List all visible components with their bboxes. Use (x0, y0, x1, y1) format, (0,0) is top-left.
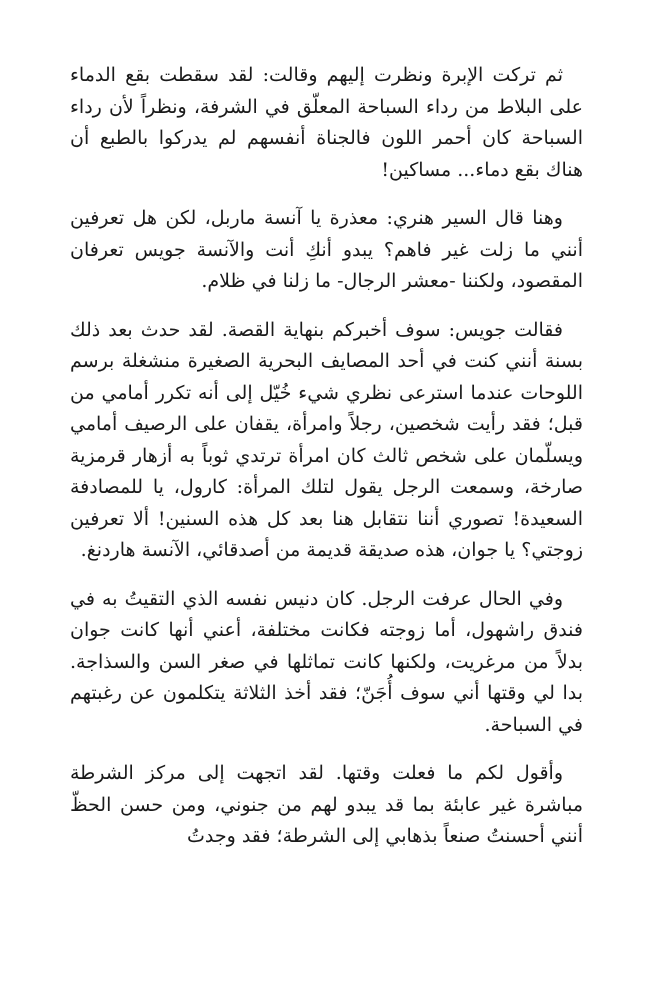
paragraph-4: وفي الحال عرفت الرجل. كان دنيس نفسه الذي التقيتُ به في فندق راشهول، أما زوجته فكانت مختلفة، أعني أنها كانت جوان بدلاً من مرغريت، ولكنها كانت تماثلها في صغر السن والسذاجة. بدا لي وقتها أني سوف أُجَنّ؛ فقد أخذ الثلاثة يتكلمون عن رغبتهم في السباحة. (70, 587, 583, 736)
book-page (70, 60, 583, 853)
paragraph-5: وأقول لكم ما فعلت وقتها. لقد اتجهت إلى مركز الشرطة مباشرة غير عابئة بما قد يبدو لهم من جنوني، ومن حسن الحظّ أنني أحسنتُ صنعاً بذهابي إلى الشرطة؛ فقد وجدتُ (70, 762, 583, 847)
paragraph-3: فقالت جويس: سوف أخبركم بنهاية القصة. لقد حدث بعد ذلك بسنة أنني كنت في أحد المصايف البحرية الصغيرة منشغلة برسم اللوحات عندما استرعى نظري شيء خُيّل إلى أنه تكرر أمامي من قبل؛ فقد رأيت شخصين، رجلاً وامرأة، يقفان على الرصيف أمامي ويسلّمان على شخص ثالث كان امرأة ترتدي ثوباً به أزهار قرمزية صارخة، وسمعت الرجل يقول لتلك المرأة: كارول، يا للمصادفة السعيدة! تصوري أننا نتقابل هنا بعد كل هذه السنين! ألا تعرفين زوجتي؟ يا جوان، هذه صديقة قديمة من أصدقائي، الآنسة هاردنغ. (70, 318, 583, 561)
paragraph-2: وهنا قال السير هنري: معذرة يا آنسة ماربل، لكن هل تعرفين أنني ما زلت غير فاهم؟ يبدو أنكِ أنت والآنسة جويس تعرفان المقصود، ولكننا -معشر الرجال- ما زلنا في ظلام. (70, 207, 583, 292)
paragraph-1: ثم تركت الإبرة ونظرت إليهم وقالت: لقد سقطت بقع الدماء على البلاط من رداء السباحة المعلّق في الشرفة، ونظراً لأن رداء السباحة كان أحمر اللون فالجناة أنفسهم لم يدركوا بالطبع أن هناك بقع دماء... مساكين! (70, 64, 583, 181)
